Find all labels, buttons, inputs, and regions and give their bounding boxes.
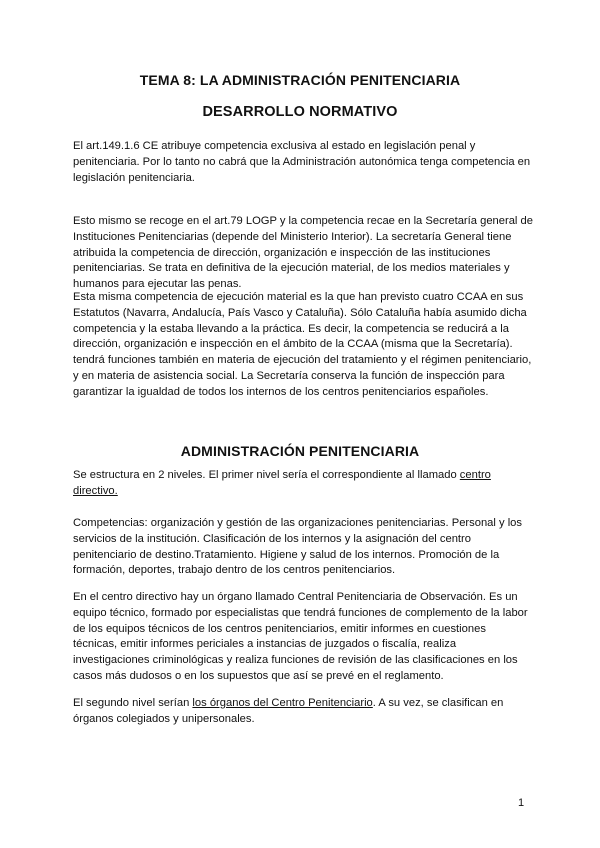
paragraph-text: El segundo nivel serían <box>73 697 193 709</box>
section-heading-administracion-penitenciaria: ADMINISTRACIÓN PENITENCIARIA <box>180 443 420 459</box>
paragraph-niveles <box>73 468 533 500</box>
paragraph-text: En el centro directivo hay un órgano llamado Central Penitenciaria de Observación. Es un equipo técnico, formado por especialistas que tendrá funciones de complemento de la labor de los equipos técnicos de los centros penitenciarios, emitir informes en cuestiones técnicas, emitir informes periciales a instancias de juzgados o fiscalía, realiza investigaciones criminológicas y realiza funciones de revisión de las clasificaciones en los casos más dudosos o en los supuestos que así se prevé en el reglamento. <box>73 591 528 682</box>
paragraph-text: El art.149.1.6 CE atribuye competencia exclusiva al estado en legislación penal y penitenciaria. Por lo tanto no cabrá que la Administración autonómica tenga competencia en legislación penitenciaria. <box>73 140 531 184</box>
organos-centro-underlined: los órganos del Centro Penitenciario <box>192 697 373 709</box>
paragraph-text: Esta misma competencia de ejecución material es la que han previsto cuatro CCAA en sus Estatutos (Navarra, Andalucía, País Vasco y Cataluña). Sólo Cataluña había asumido dicha competencia y la estaba llevando a la práctica. Es decir, la competencia se reducirá a la dirección, organización e inspección en el ámbito de la CCAA (misma que la Secretaría). tendrá funciones también en materia de ejecución del tratamiento y el régimen penitenciario, y en materia de asistencia social. La Secretaría conserva la función de inspección para garantizar la igualdad de todos los internos de los centros penitenciarios españoles. <box>73 291 532 398</box>
page-number: 1 <box>518 797 525 809</box>
section-heading-desarrollo-normativo: DESARROLLO NORMATIVO <box>202 104 398 120</box>
paragraph-text: Competencias: organización y gestión de las organizaciones penitenciarias. Personal y los servicios de la institución. Clasificación de los internos y la asignación del centro penitenciario de destino.Tratamiento. Higiene y salud de los internos. Promoción de la formación, deportes, trabajo dentro de los centros penitenciarios. <box>73 517 522 577</box>
paragraph-ccaa-competencia <box>73 290 533 401</box>
paragraph-competencias <box>73 516 533 579</box>
centro-directivo-underlined: centro directivo. <box>73 469 491 497</box>
paragraph-art-149 <box>73 139 533 186</box>
paragraph-text: . A su vez, se clasifican en órganos colegiados y unipersonales. <box>73 697 504 725</box>
paragraph-text: Se estructura en 2 niveles. El primer nivel sería el correspondiente al llamado <box>73 469 460 481</box>
document-title: TEMA 8: LA ADMINISTRACIÓN PENITENCIARIA <box>139 72 461 88</box>
paragraph-art-79-logp <box>73 214 533 293</box>
paragraph-text: Esto mismo se recoge en el art.79 LOGP y la competencia recae en la Secretaría general de Instituciones Penitenciarias (depende del Ministerio Interior). La secretaría General tiene atribuida la competencia de dirección, organización e inspección de las instituciones penitenciarias. Se trata en definitiva de la ejecución material, de los medios materiales y humanos para ejecutar las penas. <box>73 215 533 291</box>
paragraph-central-observacion <box>73 590 533 685</box>
paragraph-segundo-nivel <box>73 696 533 728</box>
